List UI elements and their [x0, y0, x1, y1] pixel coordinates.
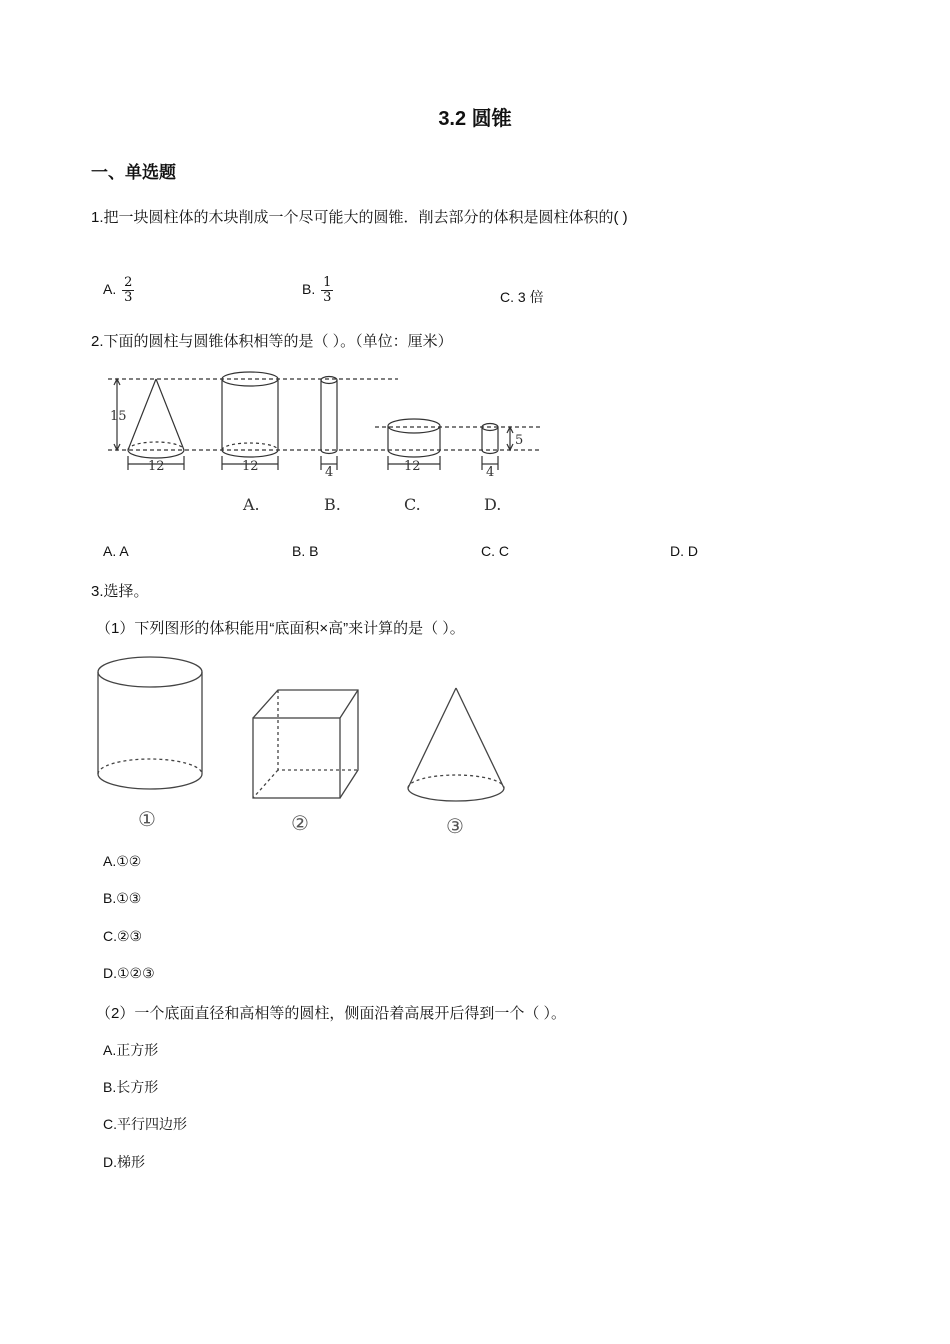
- fraction: [321, 276, 333, 305]
- cylinder-c-diameter-label: 12: [404, 459, 421, 474]
- q3-figure: [90, 648, 510, 843]
- q1-option-b[interactable]: [302, 276, 333, 305]
- q3-1-option-b[interactable]: B.①③: [103, 890, 142, 906]
- fraction: [122, 276, 134, 305]
- question-2-stem: 2.下面的圆柱与圆锥体积相等的是（ ）。（单位：厘米）: [91, 333, 453, 350]
- figure-label-c: C.: [404, 495, 421, 514]
- question-1-stem: 1.把一块圆柱体的木块削成一个尽可能大的圆锥．削去部分的体积是圆柱体积的( ): [91, 209, 628, 226]
- q3-1-option-d[interactable]: D.①②③: [103, 965, 155, 981]
- figure-label-1: ①: [138, 807, 156, 831]
- cylinder-d-height-label: 5: [515, 433, 524, 448]
- fraction-denominator: 3: [323, 290, 332, 305]
- q3-1-option-c[interactable]: C.②③: [103, 928, 143, 944]
- height-label: 15: [110, 409, 127, 424]
- q3-2-option-d[interactable]: D.梯形: [103, 1154, 145, 1170]
- question-3-1-stem: （1）下列图形的体积能用“底面积×高”来计算的是（ ）。: [96, 620, 465, 637]
- cone-diameter-label: 12: [148, 459, 165, 474]
- cylinder-shape: [98, 657, 202, 789]
- q3-1-option-a[interactable]: A.①②: [103, 853, 142, 869]
- fraction-numerator: 1: [323, 275, 332, 290]
- q1-option-c[interactable]: C. 3 倍: [500, 289, 544, 305]
- cone-shape: [128, 379, 184, 470]
- q2-figure: [100, 366, 550, 521]
- cylinder-b-shape: [321, 377, 337, 471]
- q2-option-c[interactable]: C. C: [481, 543, 509, 559]
- figure-label-a: A.: [243, 495, 260, 514]
- q1-option-a[interactable]: [103, 276, 134, 305]
- cylinder-a-shape: [222, 372, 278, 470]
- cube-shape: [253, 690, 358, 798]
- figure-label-2: ②: [291, 811, 309, 835]
- cylinder-a-diameter-label: 12: [242, 459, 259, 474]
- q2-option-a[interactable]: A. A: [103, 543, 129, 559]
- q3-2-option-c[interactable]: C.平行四边形: [103, 1116, 187, 1132]
- page-title: 3.2 圆锥: [438, 108, 512, 130]
- fraction-denominator: 3: [124, 290, 133, 305]
- figure-label-3: ③: [446, 814, 464, 838]
- section-heading: 一、单选题: [91, 163, 176, 182]
- cylinder-d-diameter-label: 4: [486, 465, 495, 480]
- question-3-stem: 3.选择。: [91, 583, 149, 600]
- q3-2-option-b[interactable]: B.长方形: [103, 1079, 159, 1095]
- figure-label-b: B.: [324, 495, 341, 514]
- figure-label-d: D.: [484, 495, 502, 514]
- q3-2-option-a[interactable]: A.正方形: [103, 1042, 159, 1058]
- option-label: B.: [302, 281, 316, 298]
- q2-option-d[interactable]: D. D: [670, 543, 698, 559]
- q2-option-b[interactable]: B. B: [292, 543, 319, 559]
- cone-shape: [408, 688, 504, 801]
- cylinder-b-diameter-label: 4: [325, 465, 334, 480]
- cylinder-d-shape: [482, 424, 513, 471]
- question-3-2-stem: （2）一个底面直径和高相等的圆柱，侧面沿着高展开后得到一个（ ）。: [96, 1005, 567, 1022]
- option-label: A.: [103, 281, 117, 298]
- fraction-numerator: 2: [124, 275, 133, 290]
